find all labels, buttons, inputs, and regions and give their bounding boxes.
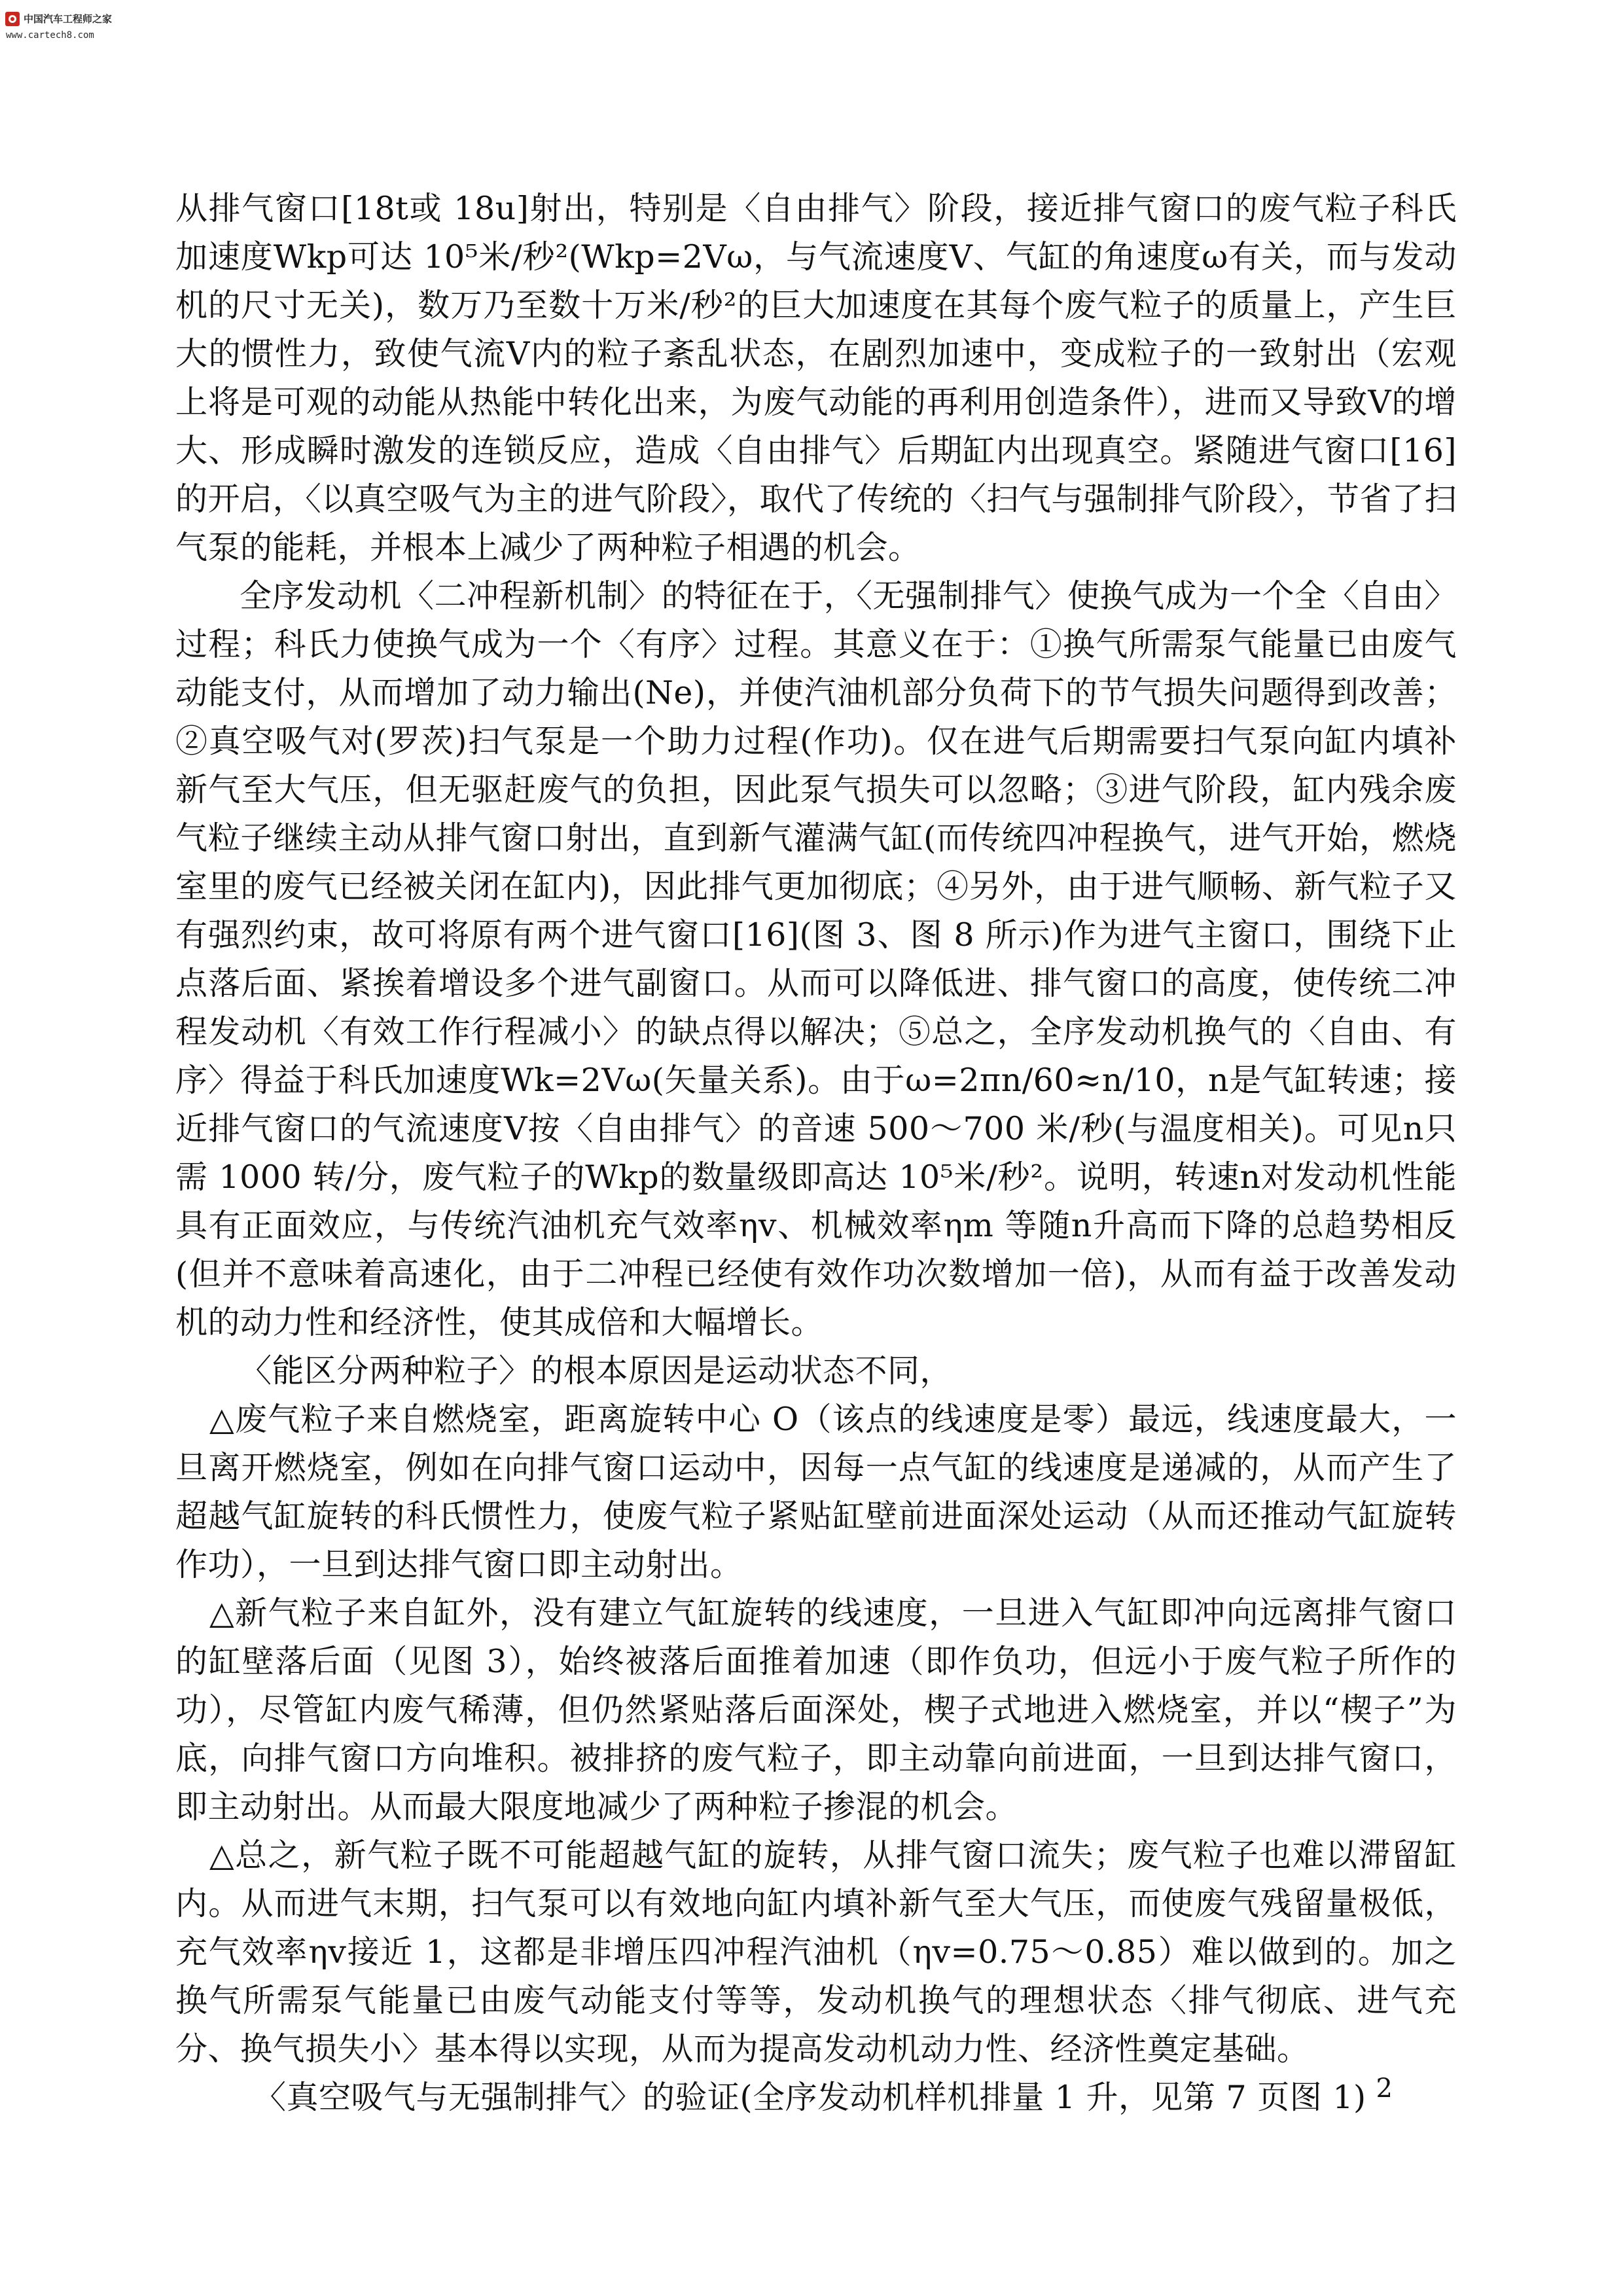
paragraph-1: 从排气窗口[18t或 18u]射出，特别是〈自由排气〉阶段，接近排气窗口的废气粒子科氏加速度Wkp可达 10⁵米/秒²(Wkp=2Vω，与气流速度V、气缸的角速度ω有关，而与发动机的尺寸无关)，数万乃至数十万米/秒²的巨大加速度在其每个废气粒子的质量上，产生巨大的惯性力，致使气流V内的粒子紊乱状态，在剧烈加速中，变成粒子的一致射出（宏观上将是可观的动能从热能中转化出来，为废气动能的再利用创造条件），进而又导致V的增大、形成瞬时激发的连锁反应，造成〈自由排气〉后期缸内出现真空。紧随进气窗口[16]的开启，〈以真空吸气为主的进气阶段〉，取代了传统的〈扫气与强制排气阶段〉，节省了扫气泵的能耗，并根本上减少了两种粒子相遇的机会。 [175,190,1457,566]
logo-emblem-icon [4,7,128,43]
logo-site-url: www.cartech8.com [6,30,94,41]
site-logo [4,7,128,43]
paragraph-5: △新气粒子来自缸外，没有建立气缸旋转的线速度，一旦进入气缸即冲向远离排气窗口的缸壁落后面（见图 3），始终被落后面推着加速（即作负功，但远小于废气粒子所作的功），尽管缸内废气稀薄，但仍然紧贴落后面深处，楔子式地进入燃烧室，并以“楔子”为底，向排气窗口方向堆积。被排挤的废气粒子，即主动靠向前进面，一旦到达排气窗口，即主动射出。从而最大限度地减少了两种粒子掺混的机会。 [175,1594,1457,1825]
logo-site-name: 中国汽车工程师之家 [24,13,113,25]
document-body [175,185,1457,2122]
paragraph-4: △废气粒子来自燃烧室，距离旋转中心 O（该点的线速度是零）最远，线速度最大，一旦离开燃烧室，例如在向排气窗口运动中，因每一点气缸的线速度是递减的，从而产生了超越气缸旋转的科氏惯性力，使废气粒子紧贴缸壁前进面深处运动（从而还推动气缸旋转作功），一旦到达排气窗口即主动射出。 [175,1401,1457,1583]
paragraph-2: 全序发动机〈二冲程新机制〉的特征在于，〈无强制排气〉使换气成为一个全〈自由〉过程；科氏力使换气成为一个〈有序〉过程。其意义在于：①换气所需泵气能量已由废气动能支付，从而增加了动力输出(Ne)，并使汽油机部分负荷下的节气损失问题得到改善；②真空吸气对(罗茨)扫气泵是一个助力过程(作功)。仅在进气后期需要扫气泵向缸内填补新气至大气压，但无驱赶废气的负担，因此泵气损失可以忽略；③进气阶段，缸内残余废气粒子继续主动从排气窗口射出，直到新气灌满气缸(而传统四冲程换气，进气开始，燃烧室里的废气已经被关闭在缸内)，因此排气更加彻底；④另外，由于进气顺畅、新气粒子又有强烈约束，故可将原有两个进气窗口[16](图 3、图 8 所示)作为进气主窗口，围绕下止点落后面、紧挨着增设多个进气副窗口。从而可以降低进、排气窗口的高度，使传统二冲程发动机〈有效工作行程减小〉的缺点得以解决；⑤总之，全序发动机换气的〈自由、有序〉得益于科氏加速度Wk=2Vω(矢量关系)。由于ω=2πn/60≈n/10，n是气缸转速；接近排气窗口的气流速度V按〈自由排气〉的音速 500～700 米/秒(与温度相关)。可见n只需 1000 转/分，废气粒子的Wkp的数量级即高达 10⁵米/秒²。说明，转速n对发动机性能具有正面效应，与传统汽油机充气效率ηv、机械效率ηm 等随n升高而下降的总趋势相反(但并不意味着高速化，由于二冲程已经使有效作功次数增加一倍)，从而有益于改善发动机的动力性和经济性，使其成倍和大幅增长。 [175,577,1457,1341]
paragraph-6: △总之，新气粒子既不可能超越气缸的旋转，从排气窗口流失；废气粒子也难以滞留缸内。从而进气末期，扫气泵可以有效地向缸内填补新气至大气压，而使废气残留量极低，充气效率ηv接近 1，这都是非增压四冲程汽油机（ηv=0.75～0.85）难以做到的。加之换气所需泵气能量已由废气动能支付等等，发动机换气的理想状态〈排气彻底、进气充分、换气损失小〉基本得以实现，从而为提高发动机动力性、经济性奠定基础。 [175,1837,1457,2068]
page-number: 2 [1376,2073,1393,2104]
paragraph-7: 〈真空吸气与无强制排气〉的验证(全序发动机样机排量 1 升，见第 7 页图 1) [254,2079,1366,2116]
paragraph-3: 〈能区分两种粒子〉的根本原因是运动状态不同， [240,1352,953,1390]
